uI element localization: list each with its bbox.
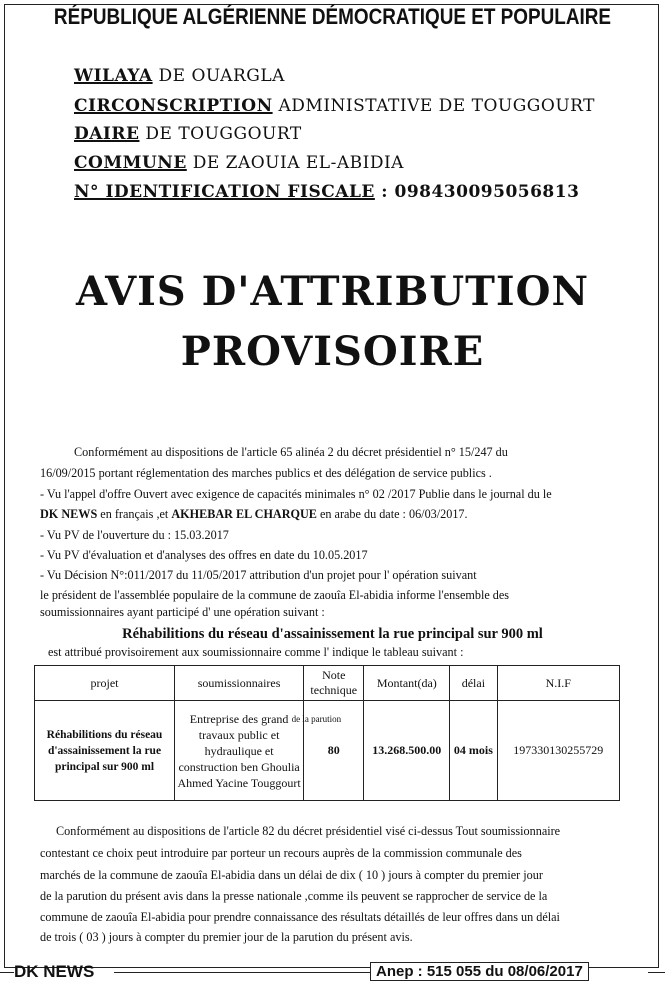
intro-line-8: le président de l'assemblée populaire de la commune de zaouîa El-abidia informe l'ensemble des	[40, 588, 510, 602]
soumissionnaire-name: Entreprise des grand travaux public et hydraulique et construction ben Ghoulia Ahmed Yacine Touggourt	[177, 711, 301, 790]
closing-line-4: de la parution du présent avis dans la presse nationale ,comme ils peuvent se rapprocher de service de la	[40, 889, 548, 903]
project-title: Réhabilitions du réseau d'assainissement la rue principal sur 900 ml	[122, 626, 543, 642]
closing-line-2: contestant ce choix peut introduire par porteur un recours auprès de la commission communale des	[40, 846, 522, 860]
anep-reference: Anep : 515 055 du 08/06/2017	[370, 962, 589, 981]
intro-line-6: - Vu PV d'évaluation et d'analyses des offres en date du 10.05.2017	[40, 548, 368, 562]
intro-line-4	[40, 507, 468, 522]
wilaya-label: WILAYA	[74, 66, 153, 86]
nif-label: N° IDENTIFICATION FISCALE	[74, 182, 375, 202]
dk-news-ref: DK NEWS	[40, 507, 98, 521]
wilaya-value: DE OUARGLA	[152, 66, 285, 86]
publication-name: DK NEWS	[14, 962, 95, 981]
cell-note: 80	[304, 701, 364, 801]
intro-line-4-text: en français ,et	[97, 507, 172, 521]
commune-line	[74, 153, 404, 173]
footer-rule-right	[648, 972, 665, 973]
republic-banner: RÉPUBLIQUE ALGÉRIENNE DÉMOCRATIQUE ET POPULAIRE	[53, 4, 612, 29]
akhebar-ref: AKHEBAR EL CHARQUE	[171, 507, 317, 521]
closing-line-6: de trois ( 03 ) jours à compter du premier jour de la parution du présent avis.	[40, 930, 413, 944]
attribution-table	[34, 665, 620, 801]
daire-line	[74, 124, 302, 144]
closing-line-3: marchés de la commune de zaouîa El-abidia dans un délai de dix ( 10 ) jours à compter du premier jour	[40, 868, 543, 882]
cell-projet: Réhabilitions du réseau d'assainissement la rue principal sur 900 ml	[35, 701, 175, 801]
circonscription-value: ADMINISTATIVE DE TOUGGOURT	[272, 96, 595, 116]
nif-line	[74, 182, 579, 202]
header-projet: projet	[35, 666, 175, 701]
notice-title-line2: PROVISOIRE	[180, 328, 485, 375]
daire-label: DAIRE	[74, 124, 140, 144]
commune-label: COMMUNE	[74, 153, 187, 173]
closing-line-5: commune de zaouîa El-abidia pour prendre connaissance des résultats détaillés de leur offres dans un délai	[40, 910, 560, 924]
intro-line-7: - Vu Décision N°:011/2017 du 11/05/2017 attribution d'un projet pour l' opération suivant	[40, 568, 477, 582]
intro-line-1: Conformément au dispositions de l'article 65 alinéa 2 du décret présidentiel n° 15/247 du	[74, 445, 508, 459]
table-header-row	[35, 666, 620, 701]
intro-line-3: - Vu l'appel d'offre Ouvert avec exigence de capacités minimales n° 02 /2017 Publie dans le journal du le	[40, 487, 552, 501]
table-row	[35, 701, 620, 801]
nif-value: : 098430095056813	[374, 182, 580, 202]
intro-line-4-date: en arabe du date : 06/03/2017.	[316, 507, 468, 521]
intro-line-5: - Vu PV de l'ouverture du : 15.03.2017	[40, 528, 229, 542]
wilaya-line	[74, 66, 285, 86]
attribution-line: est attribué provisoirement aux soumissionnaire comme l' indique le tableau suivant :	[48, 645, 464, 659]
overlay-text: de la parution	[291, 714, 342, 724]
cell-montant: 13.268.500.00	[364, 701, 450, 801]
circonscription-line	[74, 96, 595, 116]
cell-nif: 197330130255729	[497, 701, 619, 801]
header-soumissionnaires: soumissionnaires	[175, 666, 304, 701]
intro-line-9: soumissionnaires ayant participé d' une opération suivant :	[40, 605, 325, 619]
closing-line-1: Conformément au dispositions de l'article 82 du décret présidentiel visé ci-dessus Tout soumissionnaire	[56, 824, 561, 838]
footer-rule-left	[0, 972, 14, 973]
commune-value: DE ZAOUIA EL-ABIDIA	[186, 153, 404, 173]
intro-line-2: 16/09/2015 portant réglementation des marches publics et des délégation de service publics .	[40, 466, 492, 480]
header-note-technique: Note technique	[304, 666, 364, 701]
header-montant: Montant(da)	[364, 666, 450, 701]
notice-title-line1: AVIS D'ATTRIBUTION	[75, 268, 590, 315]
cell-delai: 04 mois	[450, 701, 497, 801]
footer-rule-middle	[114, 972, 370, 973]
circonscription-label: CIRCONSCRIPTION	[74, 96, 273, 116]
daire-value: DE TOUGGOURT	[139, 124, 302, 144]
header-nif: N.I.F	[497, 666, 619, 701]
header-delai: délai	[450, 666, 497, 701]
